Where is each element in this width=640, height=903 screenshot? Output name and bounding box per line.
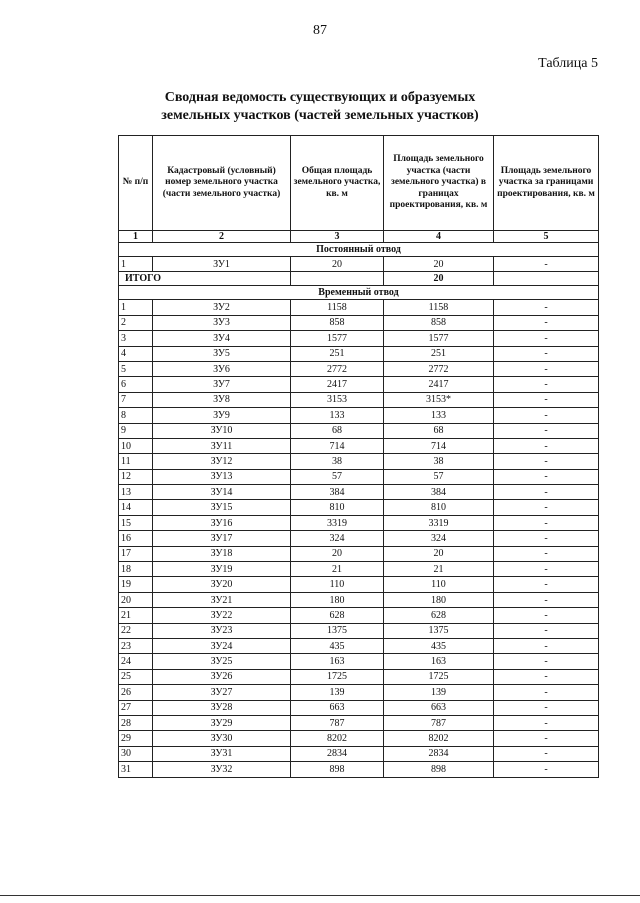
area-inside: 1375	[384, 623, 494, 638]
area-inside: 180	[384, 592, 494, 607]
column-number: 5	[494, 231, 599, 243]
plot-id: ЗУ12	[153, 454, 291, 469]
plot-id: ЗУ9	[153, 408, 291, 423]
row-index: 18	[119, 562, 153, 577]
table-row	[119, 577, 599, 592]
total-area: 435	[291, 638, 384, 653]
plot-id: ЗУ24	[153, 638, 291, 653]
area-inside: 163	[384, 654, 494, 669]
row-index: 14	[119, 500, 153, 515]
table-row	[119, 346, 599, 361]
total-area: 2772	[291, 361, 384, 376]
row-index: 5	[119, 361, 153, 376]
area-outside: -	[494, 577, 599, 592]
table-title	[0, 89, 640, 125]
row-index: 30	[119, 746, 153, 761]
total-area: 133	[291, 408, 384, 423]
row-index: 6	[119, 377, 153, 392]
area-outside: -	[494, 485, 599, 500]
area-inside: 8202	[384, 731, 494, 746]
total-area: 8202	[291, 731, 384, 746]
table-row	[119, 500, 599, 515]
plot-id: ЗУ30	[153, 731, 291, 746]
total-area: 1375	[291, 623, 384, 638]
table-row	[119, 592, 599, 607]
table-row	[119, 685, 599, 700]
total-area: 324	[291, 531, 384, 546]
table-label: Таблица 5	[538, 56, 598, 71]
row-index: 26	[119, 685, 153, 700]
section-permanent	[119, 243, 599, 257]
column-number-row	[119, 231, 599, 243]
area-inside: 3153*	[384, 392, 494, 407]
area-outside: -	[494, 500, 599, 515]
area-inside: 3319	[384, 515, 494, 530]
area-outside: -	[494, 762, 599, 777]
total-area: 110	[291, 577, 384, 592]
plot-id: ЗУ16	[153, 515, 291, 530]
row-index: 23	[119, 638, 153, 653]
row-index: 10	[119, 438, 153, 453]
column-number: 3	[291, 231, 384, 243]
plot-id: ЗУ8	[153, 392, 291, 407]
table-row	[119, 408, 599, 423]
total-empty-cell	[291, 272, 384, 286]
row-index: 29	[119, 731, 153, 746]
total-area: 628	[291, 608, 384, 623]
total-area: 810	[291, 500, 384, 515]
area-outside: -	[494, 746, 599, 761]
area-outside: -	[494, 515, 599, 530]
area-outside: -	[494, 715, 599, 730]
plot-id: ЗУ15	[153, 500, 291, 515]
table-row	[119, 546, 599, 561]
plot-id: ЗУ3	[153, 315, 291, 330]
row-index: 20	[119, 592, 153, 607]
area-inside: 57	[384, 469, 494, 484]
total-area: 68	[291, 423, 384, 438]
row-index: 4	[119, 346, 153, 361]
plot-id: ЗУ19	[153, 562, 291, 577]
row-index: 28	[119, 715, 153, 730]
total-area: 1158	[291, 300, 384, 315]
area-outside: -	[494, 392, 599, 407]
table-row	[119, 608, 599, 623]
area-outside: -	[494, 361, 599, 376]
area-inside: 1158	[384, 300, 494, 315]
area-inside: 810	[384, 500, 494, 515]
total-area: 180	[291, 592, 384, 607]
area-outside: -	[494, 731, 599, 746]
area-inside: 384	[384, 485, 494, 500]
table-row	[119, 377, 599, 392]
area-inside: 1577	[384, 331, 494, 346]
plot-id: ЗУ27	[153, 685, 291, 700]
total-area: 2834	[291, 746, 384, 761]
total-area: 714	[291, 438, 384, 453]
table-row	[119, 762, 599, 777]
area-inside: 435	[384, 638, 494, 653]
table-row	[119, 515, 599, 530]
total-value: 20	[384, 272, 494, 286]
table-row	[119, 485, 599, 500]
title-line-2: земельных участков (частей земельных участков)	[161, 108, 479, 123]
total-area: 1577	[291, 331, 384, 346]
plot-id: ЗУ32	[153, 762, 291, 777]
column-number: 1	[119, 231, 153, 243]
row-index: 22	[119, 623, 153, 638]
table-row	[119, 361, 599, 376]
row-index: 2	[119, 315, 153, 330]
table-row	[119, 715, 599, 730]
area-outside: -	[494, 669, 599, 684]
table-row	[119, 392, 599, 407]
total-area: 898	[291, 762, 384, 777]
area-inside: 251	[384, 346, 494, 361]
total-row	[119, 272, 599, 286]
plot-id: ЗУ21	[153, 592, 291, 607]
table-row	[119, 315, 599, 330]
plot-id: ЗУ11	[153, 438, 291, 453]
area-outside: -	[494, 546, 599, 561]
table-row	[119, 562, 599, 577]
area-inside: 1725	[384, 669, 494, 684]
table-row	[119, 700, 599, 715]
plot-id: ЗУ10	[153, 423, 291, 438]
plot-id: ЗУ17	[153, 531, 291, 546]
row-index: 21	[119, 608, 153, 623]
total-area: 20	[291, 546, 384, 561]
table-row	[119, 454, 599, 469]
row-index: 7	[119, 392, 153, 407]
table-row	[119, 746, 599, 761]
table-row	[119, 438, 599, 453]
area-inside: 2772	[384, 361, 494, 376]
total-area: 787	[291, 715, 384, 730]
area-inside: 858	[384, 315, 494, 330]
total-area: 384	[291, 485, 384, 500]
plot-id: ЗУ7	[153, 377, 291, 392]
row-index: 25	[119, 669, 153, 684]
table-row	[119, 654, 599, 669]
area-inside: 110	[384, 577, 494, 592]
area-inside: 139	[384, 685, 494, 700]
plot-id: ЗУ6	[153, 361, 291, 376]
total-area: 38	[291, 454, 384, 469]
header-area-inside: Площадь земельного участка (части земельного участка) в границах проектирования, кв. м	[384, 136, 494, 231]
column-number: 2	[153, 231, 291, 243]
area-outside: -	[494, 438, 599, 453]
area-outside: -	[494, 562, 599, 577]
table-row	[119, 300, 599, 315]
total-area: 2417	[291, 377, 384, 392]
total-label: ИТОГО	[119, 272, 291, 286]
row-index: 13	[119, 485, 153, 500]
total-empty-cell	[494, 272, 599, 286]
total-area: 57	[291, 469, 384, 484]
row-index: 1	[119, 300, 153, 315]
area-inside: 68	[384, 423, 494, 438]
plot-id: ЗУ25	[153, 654, 291, 669]
area-outside: -	[494, 638, 599, 653]
area-inside: 133	[384, 408, 494, 423]
row-index: 17	[119, 546, 153, 561]
header-cadastral-number: Кадастровый (условный) номер земельного участка (части земельного участка)	[153, 136, 291, 231]
area-outside: -	[494, 300, 599, 315]
plot-id: ЗУ1	[153, 257, 291, 272]
plot-id: ЗУ31	[153, 746, 291, 761]
area-outside: -	[494, 408, 599, 423]
header-index: № п/п	[119, 136, 153, 231]
area-outside: -	[494, 331, 599, 346]
title-line-1: Сводная ведомость существующих и образуемых	[164, 90, 476, 105]
header-total-area: Общая площадь земельного участка, кв. м	[291, 136, 384, 231]
area-outside: -	[494, 454, 599, 469]
total-area: 3153	[291, 392, 384, 407]
section-temporary-label: Временный отвод	[119, 286, 599, 300]
area-outside: -	[494, 469, 599, 484]
table-row	[119, 423, 599, 438]
area-outside: -	[494, 654, 599, 669]
total-area: 20	[291, 257, 384, 272]
table-row	[119, 669, 599, 684]
plot-id: ЗУ14	[153, 485, 291, 500]
area-inside: 628	[384, 608, 494, 623]
total-area: 1725	[291, 669, 384, 684]
row-index: 12	[119, 469, 153, 484]
column-number: 4	[384, 231, 494, 243]
row-index: 16	[119, 531, 153, 546]
area-outside: -	[494, 346, 599, 361]
land-plots-table	[118, 135, 599, 778]
row-index: 3	[119, 331, 153, 346]
total-area: 251	[291, 346, 384, 361]
row-index: 27	[119, 700, 153, 715]
total-area: 21	[291, 562, 384, 577]
row-index: 11	[119, 454, 153, 469]
area-outside: -	[494, 623, 599, 638]
area-outside: -	[494, 531, 599, 546]
area-inside: 38	[384, 454, 494, 469]
total-area: 858	[291, 315, 384, 330]
plot-id: ЗУ2	[153, 300, 291, 315]
plot-id: ЗУ23	[153, 623, 291, 638]
area-inside: 787	[384, 715, 494, 730]
area-outside: -	[494, 685, 599, 700]
table-row	[119, 623, 599, 638]
row-index: 24	[119, 654, 153, 669]
row-index: 15	[119, 515, 153, 530]
plot-id: ЗУ20	[153, 577, 291, 592]
area-inside: 20	[384, 257, 494, 272]
area-outside: -	[494, 592, 599, 607]
row-index: 9	[119, 423, 153, 438]
table-row	[119, 731, 599, 746]
total-area: 163	[291, 654, 384, 669]
total-area: 139	[291, 685, 384, 700]
area-inside: 714	[384, 438, 494, 453]
row-index: 31	[119, 762, 153, 777]
area-outside: -	[494, 608, 599, 623]
total-area: 3319	[291, 515, 384, 530]
area-inside: 21	[384, 562, 494, 577]
page-number: 87	[313, 23, 327, 38]
row-index: 1	[119, 257, 153, 272]
plot-id: ЗУ22	[153, 608, 291, 623]
area-outside: -	[494, 315, 599, 330]
table-row	[119, 531, 599, 546]
total-area: 663	[291, 700, 384, 715]
row-index: 8	[119, 408, 153, 423]
plot-id: ЗУ13	[153, 469, 291, 484]
area-outside: -	[494, 423, 599, 438]
header-area-outside: Площадь земельного участка за границами проектирования, кв. м	[494, 136, 599, 231]
area-outside: -	[494, 377, 599, 392]
table-row	[119, 469, 599, 484]
plot-id: ЗУ5	[153, 346, 291, 361]
area-outside: -	[494, 700, 599, 715]
table-row	[119, 638, 599, 653]
table-row	[119, 331, 599, 346]
table-row	[119, 257, 599, 272]
plot-id: ЗУ29	[153, 715, 291, 730]
area-inside: 324	[384, 531, 494, 546]
area-inside: 2417	[384, 377, 494, 392]
area-inside: 663	[384, 700, 494, 715]
area-outside: -	[494, 257, 599, 272]
area-inside: 898	[384, 762, 494, 777]
page-bottom-rule	[0, 895, 640, 896]
area-inside: 20	[384, 546, 494, 561]
plot-id: ЗУ26	[153, 669, 291, 684]
row-index: 19	[119, 577, 153, 592]
plot-id: ЗУ28	[153, 700, 291, 715]
header-row	[119, 136, 599, 231]
area-inside: 2834	[384, 746, 494, 761]
section-permanent-label: Постоянный отвод	[119, 243, 599, 257]
plot-id: ЗУ4	[153, 331, 291, 346]
section-temporary	[119, 286, 599, 300]
plot-id: ЗУ18	[153, 546, 291, 561]
